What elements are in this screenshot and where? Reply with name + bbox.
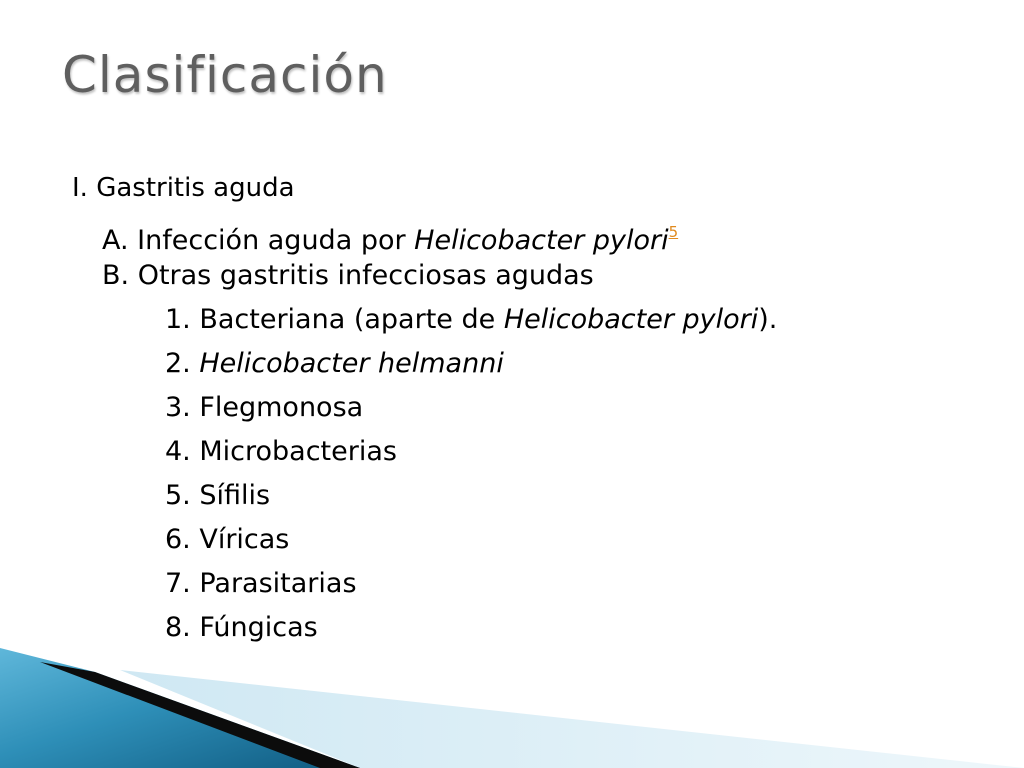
outline-content [72,166,992,650]
list-item-microbacterias [72,430,992,474]
list-item-viricas [72,518,992,562]
outline-item-gastritis-aguda [72,166,992,210]
list-item-helicobacter-helmanni [72,342,992,386]
reference-link[interactable]: 5 [668,223,679,241]
decorative-swoosh [0,640,1024,768]
species-name: Helicobacter pylori [414,225,669,256]
list-item-label: 4. Microbacterias [165,436,397,467]
outline-item-infeccion-aguda [72,210,992,254]
list-item-label: 7. Parasitarias [165,568,357,599]
species-name: Helicobacter pylori [503,304,759,335]
slide-title: Clasificación [62,46,388,104]
list-item-label: 1. Bacteriana (aparte de [165,304,504,335]
outline-item-otras-gastritis [72,254,992,298]
outline-item-label: A. Infección aguda por [102,225,415,256]
list-item-label: 5. Sífilis [165,480,271,511]
list-item-label: 2. [165,348,200,379]
outline-item-label: B. Otras gastritis infecciosas agudas [102,260,594,291]
list-item-parasitarias [72,562,992,606]
list-item-flegmonosa [72,386,992,430]
species-name: Helicobacter helmanni [199,348,504,379]
list-item-label: 6. Víricas [165,524,290,555]
outline-item-label: I. Gastritis aguda [72,173,295,203]
list-item-sifilis [72,474,992,518]
list-item-suffix: ). [758,304,778,335]
list-item-label: 3. Flegmonosa [165,392,364,423]
list-item-label: 8. Fúngicas [165,612,318,643]
list-item-bacteriana [72,298,992,342]
